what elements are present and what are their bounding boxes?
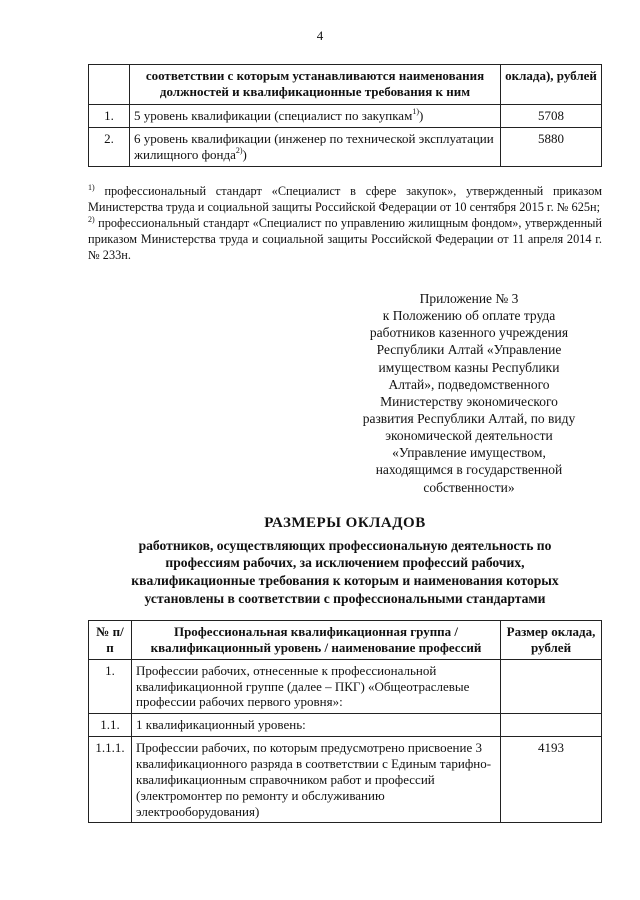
- workers-salary-table: [88, 620, 602, 823]
- header-cell-num: [89, 65, 130, 105]
- appendix-line: к Положению об оплате труда: [382, 308, 556, 324]
- appendix-line: собственности»: [423, 479, 515, 495]
- document-title: [88, 514, 602, 607]
- row-number: 1.: [89, 659, 132, 714]
- title-main: РАЗМЕРЫ ОКЛАДОВ: [264, 515, 426, 531]
- table-row: [89, 104, 602, 127]
- footnote-ref: 1): [412, 106, 419, 116]
- appendix-line: Республики Алтай «Управление: [376, 342, 562, 358]
- footnote-1: $^{1)}$ профессиональный стандарт «Специалист в сфере закупок», утвержденный приказом Министерства труда и социальной защиты Российской Федерации от 10 сентября 2015 г. № 625н;: [88, 183, 602, 214]
- row-text: 1 квалификационный уровень:: [132, 714, 501, 737]
- page-number: 4: [316, 28, 324, 43]
- appendix-heading: [340, 290, 598, 496]
- row-value: [501, 714, 602, 737]
- row-text: Профессии рабочих, по которым предусмотрено присвоение 3 квалификационного разряда в соответствии с Единым тарифно-квалификационным справочником работ и профессий (электромонтер по ремонту и обслуживанию электрооборудования): [132, 737, 501, 823]
- appendix-line: развития Республики Алтай, по виду: [362, 410, 576, 426]
- row-value: 5880: [501, 127, 602, 167]
- row-value: [501, 659, 602, 714]
- header-cell-salary: Размер оклада, рублей: [501, 621, 602, 660]
- row-number: 1.1.: [89, 714, 132, 737]
- appendix-line: находящимся в государственной: [375, 462, 563, 478]
- footnote-2: $^{2)}$ профессиональный стандарт «Специалист по управлению жилищным фондом», утвержденный приказом Министерства труда и социальной защиты Российской Федерации от 11 апреля 2014 г. № 233н.: [88, 214, 602, 262]
- table-row: [89, 659, 602, 714]
- header-cell-standard: соответствии с которым устанавливаются наименования должностей и квалификационные требования к ним: [130, 65, 501, 105]
- appendix-line: имуществом казны Республики: [378, 359, 560, 375]
- table-row: [89, 714, 602, 737]
- footnotes: [88, 184, 602, 264]
- row-text: 6 уровень квалификации (инженер по технической эксплуатации жилищного фонда$^{2)}$): [130, 127, 501, 167]
- table-header-row: [89, 621, 602, 660]
- table-header-row: [89, 65, 602, 105]
- table-row: [89, 737, 602, 823]
- row-number: 1.1.1.: [89, 737, 132, 823]
- header-cell-num: № п/п: [89, 621, 132, 660]
- header-cell-salary: оклада), рублей: [501, 65, 602, 105]
- appendix-line: Министерству экономического: [380, 393, 558, 409]
- appendix-line: «Управление имуществом,: [392, 445, 546, 461]
- row-number: 1.: [89, 104, 130, 127]
- row-value: 5708: [501, 104, 602, 127]
- row-value: 4193: [501, 737, 602, 823]
- appendix-line: экономической деятельности: [385, 428, 553, 444]
- title-subtitle: работников, осуществляющих профессиональную деятельность по профессиям рабочих, за исключением профессий рабочих, квалификационные требования к которым и наименования которых установлены в соответствии с профессиональными стандартами: [131, 537, 559, 606]
- appendix-line: Приложение № 3: [419, 291, 519, 306]
- officials-salary-table-continued: [88, 64, 602, 167]
- footnote-ref: 2): [235, 146, 243, 155]
- header-cell-name: Профессиональная квалификационная группа / квалификационный уровень / наименование профессий: [132, 621, 501, 660]
- row-number: 2.: [89, 127, 130, 167]
- appendix-line: работников казенного учреждения: [369, 325, 569, 341]
- row-text: Профессии рабочих, отнесенные к профессиональной квалификационной группе (далее – ПКГ) «Общеотраслевые профессии рабочих первого уровня»:: [132, 659, 501, 714]
- row-text: 5 уровень квалификации (специалист по закупкам$^{1)}$): [130, 104, 501, 127]
- appendix-line: Алтай», подведомственного: [388, 376, 550, 392]
- table-row: [89, 127, 602, 167]
